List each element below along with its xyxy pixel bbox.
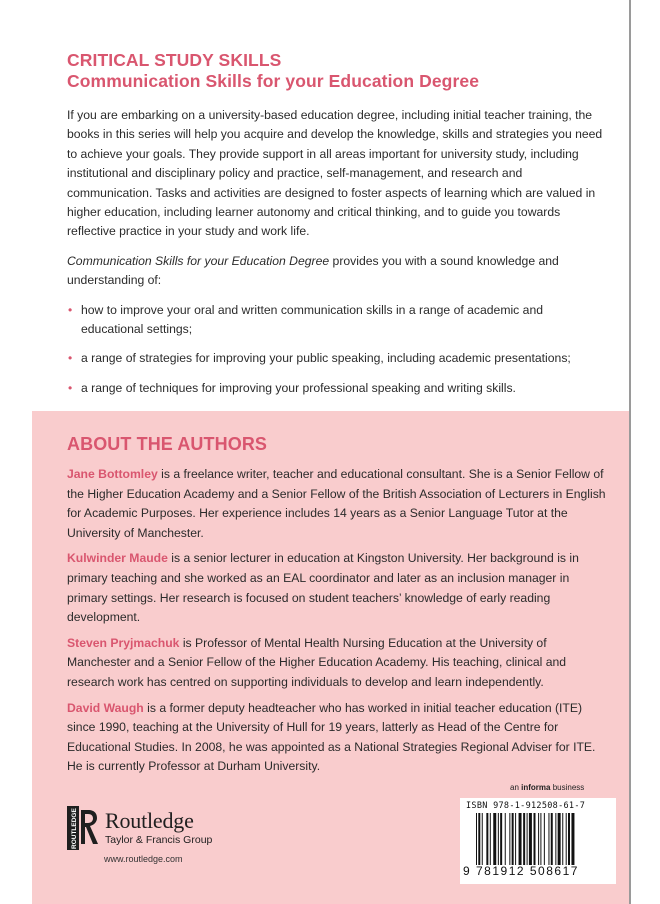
informa-suffix: business: [550, 783, 585, 792]
bullet-icon: •: [68, 351, 73, 366]
bullet-text: how to improve your oral and written communication skills in a range of academic and educational settings;: [81, 302, 543, 337]
list-item: [67, 301, 605, 340]
barcode-bar: [490, 813, 491, 865]
series-description: If you are embarking on a university-based education degree, including initial teacher training, the books in this series will help you acquire and develop the knowledge, skills and strategies you need to achieve your goals. They provide support in all areas important for university study, including institutional and disciplinary policy and practice, self-management, and research and communication. Tasks and activities are designed to foster aspects of learning which are valued in higher education, including learner autonomy and critical thinking, and to guide you towards reflective practice in your study and work life.: [67, 108, 603, 239]
informa-line: [510, 783, 584, 792]
barcode-bar: [500, 813, 502, 865]
spine-edge: [629, 0, 631, 904]
barcode-bar: [523, 813, 525, 865]
barcode-bar: [551, 813, 553, 865]
about-authors: [67, 434, 612, 783]
isbn-text: ISBN 978-1-912508-61-7: [466, 801, 586, 811]
series-section: [67, 50, 605, 408]
author-bio-text: is a former deputy headteacher who has worked in initial teacher education (ITE) since 1990, teaching at the University of Hull for 19 years, latterly as Head of the Centre for Educational Studies. In 2008, he was appointed as a National Strategies Regional Adviser for ITE. He is currently Professor at Durham University.: [67, 700, 596, 774]
logo-text: ROUTLEDGE: [71, 808, 78, 849]
list-item: [67, 379, 605, 398]
informa-prefix: an: [510, 783, 522, 792]
barcode-bar: [486, 813, 488, 865]
barcode-bar: [498, 813, 499, 865]
bullet-icon: •: [68, 380, 73, 395]
author-name: Jane Bottomley: [67, 467, 158, 481]
barcode-bar: [478, 813, 480, 865]
bullet-list: [67, 301, 605, 399]
barcode-bar: [558, 813, 561, 865]
barcode-bar: [562, 813, 563, 865]
barcode-bar: [534, 813, 536, 865]
publisher-group: Taylor & Francis Group: [105, 834, 213, 846]
author-name: Steven Pryjmachuk: [67, 635, 180, 650]
bullet-text: a range of techniques for improving your professional speaking and writing skills.: [81, 380, 516, 395]
barcode-bar: [512, 813, 514, 865]
barcode-bar: [538, 813, 539, 865]
barcode-bar: [527, 813, 528, 865]
author-bio-text: is a freelance writer, teacher and educational consultant. She is a Senior Fellow of the Higher Education Academy and a Senior Fellow of the British Association of Lecturers in English for Academic Purposes. Her experience includes 14 years as a Senior Language Tutor at the University of Manchester.: [67, 467, 606, 540]
barcode-bar: [540, 813, 541, 865]
barcode-bar: [571, 813, 574, 865]
publisher-url: www.routledge.com: [104, 854, 183, 864]
authors-heading: ABOUT THE AUTHORS: [67, 434, 268, 454]
book-title-inline: Communication Skills for your Education Degree: [67, 253, 330, 268]
series-name: CRITICAL STUDY SKILLS: [67, 50, 282, 70]
publisher-name: Routledge: [105, 808, 194, 833]
author-bio: [67, 634, 612, 693]
bullet-text: a range of strategies for improving your public speaking, including academic presentations;: [81, 351, 571, 366]
author-bio: [67, 465, 612, 543]
barcode-bar: [529, 813, 532, 865]
book-lead-in: [67, 252, 605, 291]
author-name: Kulwinder Maude: [67, 551, 168, 566]
barcode-bar: [476, 813, 477, 865]
barcode: [460, 798, 616, 884]
author-bio-text: is Professor of Mental Health Nursing Education at the University of Manchester and a Senior Fellow of the Higher Education Academy. His teaching, clinical and research work has centred on supporting individuals to develop and learn independently.: [67, 635, 567, 689]
author-bio-text: is a senior lecturer in education at Kingston University. Her background is in primary teaching and she worked as an EAL coordinator and later as an inclusion manager in primary settings. Her research is focused on student teachers’ knowledge of early reading development.: [67, 551, 579, 625]
author-bio: [67, 549, 612, 627]
barcode-bar: [566, 813, 567, 865]
barcode-bar: [493, 813, 496, 865]
author-bio: [67, 699, 612, 777]
bullet-icon: •: [68, 302, 73, 317]
informa-brand: informa: [521, 783, 551, 792]
barcode-bar: [544, 813, 545, 865]
author-name: David Waugh: [67, 700, 144, 715]
book-title: Communication Skills for your Education Degree: [67, 71, 480, 91]
list-item: [67, 349, 605, 368]
barcode-bar: [568, 813, 570, 865]
publisher-block: [67, 806, 227, 866]
barcode-bar: [482, 813, 483, 865]
barcode-bar: [519, 813, 522, 865]
barcode-bars-icon: [476, 813, 610, 865]
barcode-bar: [548, 813, 549, 865]
barcode-bar: [515, 813, 516, 865]
barcode-bar: [509, 813, 510, 865]
barcode-digits: 9 781912 508617: [463, 864, 579, 878]
book-lead-rest: provides you with a sound knowledge and understanding of:: [67, 253, 559, 288]
barcode-bar: [555, 813, 556, 865]
routledge-logo-icon: [67, 806, 99, 850]
barcode-bar: [505, 813, 506, 865]
